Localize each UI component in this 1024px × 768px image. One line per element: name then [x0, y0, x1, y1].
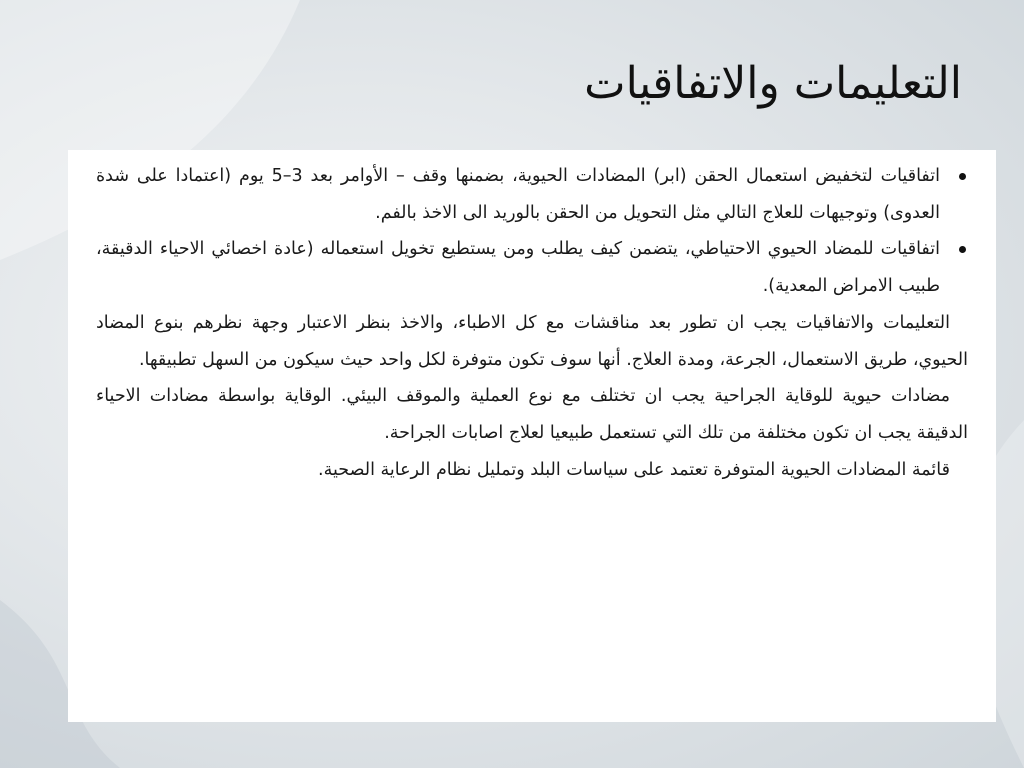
- bullet-item: [96, 158, 968, 231]
- paragraph-surgical-prophylaxis: مضادات حيوية للوقاية الجراحية يجب ان تختلف مع نوع العملية والموقف البيئي. الوقاية بواسطة مضادات الاحياء الدقيقة يجب ان تكون مختلفة من تلك التي تستعمل طبيعيا لعلاج اصابات الجراحة.: [96, 386, 968, 443]
- bullet-text: اتفاقيات للمضاد الحيوي الاحتياطي، يتضمن كيف يطلب ومن يستطيع تخويل استعماله (عادة اخصائي الاحياء الدقيقة، طبيب الامراض المعدية).: [96, 239, 940, 297]
- bullet-icon: [959, 173, 966, 180]
- bullet-icon: [959, 246, 966, 253]
- slide-title: التعليمات والاتفاقيات: [584, 58, 962, 109]
- paragraph-available-list: قائمة المضادات الحيوية المتوفرة تعتمد على سياسات البلد وتمليل نظام الرعاية الصحية.: [318, 459, 950, 480]
- bullet-text: اتفاقيات لتخفيض استعمال الحقن (ابر) المضادات الحيوية، بضمنها وقف – الأوامر بعد 3–5 يوم (اعتمادا على شدة العدوى) وتوجيهات للعلاج التالي مثل التحويل من الحقن بالوريد الى الاخذ بالفم.: [96, 166, 940, 223]
- bullet-item: [96, 231, 968, 304]
- paragraph-guidelines: التعليمات والاتفاقيات يجب ان تطور بعد مناقشات مع كل الاطباء، والاخذ بنظر الاعتبار وجهة نظرهم بنوع المضاد الحيوي، طريق الاستعمال، الجرعة، ومدة العلاج. أنها سوف تكون متوفرة لكل واحد حيث سيكون من السهل تطبيقها.: [96, 312, 968, 370]
- content-box: [68, 150, 996, 722]
